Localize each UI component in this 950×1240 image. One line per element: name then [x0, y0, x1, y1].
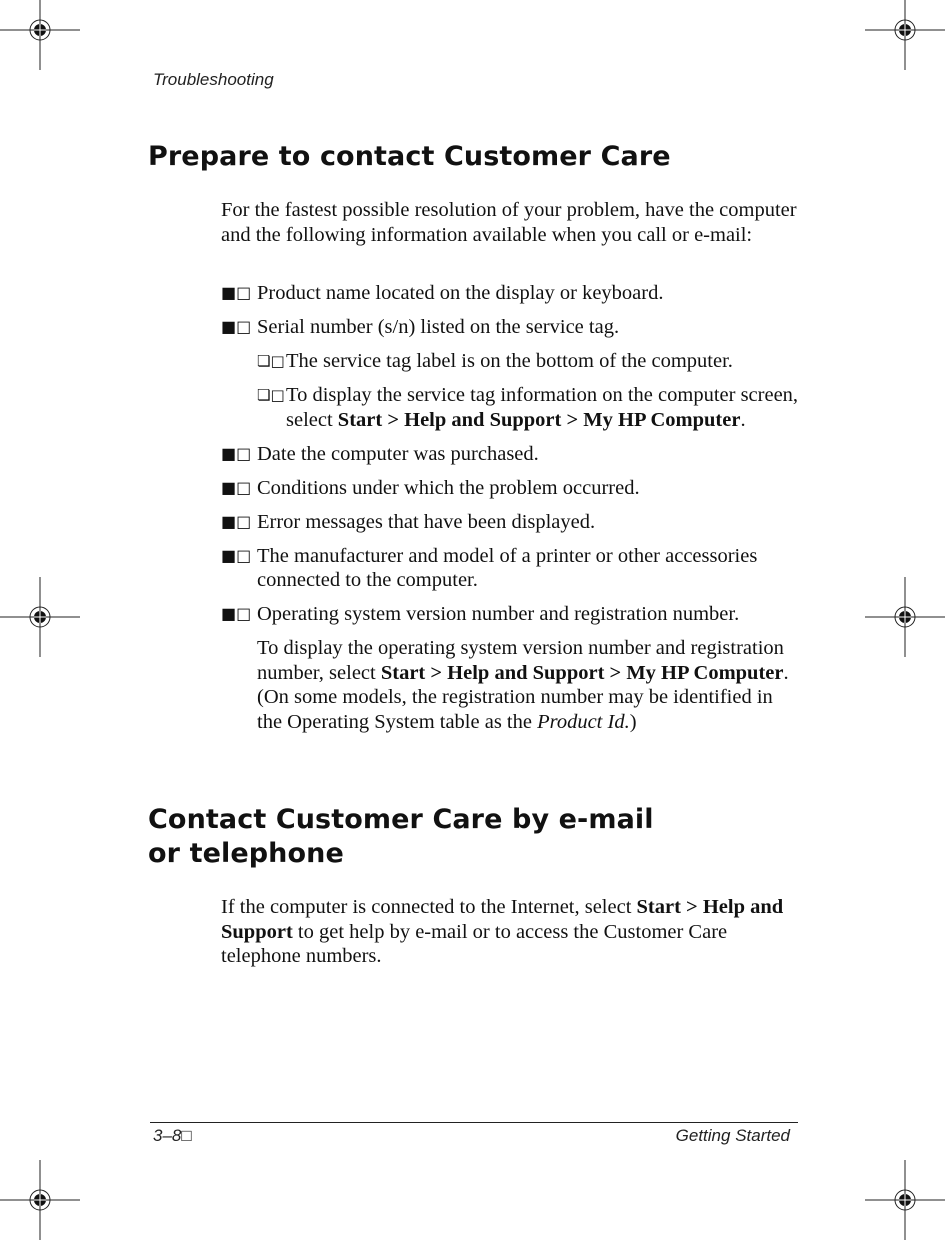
list-item-text: Error messages that have been displayed.: [257, 510, 596, 533]
page-number: 3–8□: [153, 1126, 192, 1145]
os-note-text: To display the operating system version number and registration number, select: [257, 637, 784, 684]
square-bullet-icon: ■□: [221, 545, 252, 565]
os-note-text: . (On some models, the registration number may be identified in the Operating System table as the: [257, 661, 789, 733]
section-title-line: Contact Customer Care by e-mail: [148, 804, 654, 835]
section-title-line: or telephone: [148, 838, 344, 869]
list-item: [221, 442, 801, 467]
product-id-term: Product Id.: [537, 710, 630, 733]
square-bullet-icon: ■□: [221, 317, 252, 336]
list-item: [221, 544, 801, 593]
list-item-text: Serial number (s/n) listed on the service tag.: [257, 316, 620, 338]
list-item-text: The manufacturer and model of a printer or other accessories connected to the computer.: [257, 544, 758, 591]
registration-mark-icon: [0, 1160, 80, 1240]
sub-item-text-end: .: [740, 408, 746, 431]
box-bullet-icon: ❏□: [257, 386, 285, 404]
registration-mark-icon: [865, 577, 945, 657]
info-checklist: [221, 281, 801, 734]
list-item-text: Conditions under which the problem occurred.: [257, 476, 640, 499]
square-bullet-icon: ■□: [221, 443, 252, 463]
menu-path: Start > Help and Support: [221, 896, 784, 943]
section-title-prepare: Prepare to contact Customer Care: [148, 141, 671, 172]
registration-mark-icon: [0, 0, 80, 70]
sub-item-text: To display the service tag information on the computer screen, select: [286, 384, 799, 431]
menu-path: Start > Help and Support > My HP Computer: [380, 661, 784, 684]
sub-list-item: [257, 349, 801, 374]
os-note-paragraph: [221, 636, 801, 734]
sub-list-item: [257, 383, 801, 432]
list-item-text: Product name located on the display or keyboard.: [257, 282, 664, 304]
book-title: Getting Started: [675, 1126, 790, 1145]
contact-paragraph: [221, 895, 801, 969]
square-bullet-icon: ■□: [221, 283, 252, 302]
list-item: [221, 315, 801, 432]
contact-text: to get help by e-mail or to access the Customer Care telephone numbers.: [221, 920, 728, 967]
square-bullet-icon: ■□: [221, 511, 252, 531]
square-bullet-icon: ■□: [221, 477, 252, 497]
list-item: [221, 476, 801, 501]
list-item-text: Date the computer was purchased.: [257, 442, 539, 465]
list-item: [221, 602, 801, 627]
registration-mark-icon: [865, 0, 945, 70]
sub-item-text: The service tag label is on the bottom of the computer.: [286, 350, 733, 372]
footer-divider: [150, 1122, 798, 1123]
menu-path: Start > Help and Support > My HP Computer: [337, 408, 741, 431]
intro-paragraph: For the fastest possible resolution of your problem, have the computer and the following information available when you call or e-mail:: [221, 199, 797, 246]
contact-text: If the computer is connected to the Internet, select: [221, 896, 637, 918]
running-header: Troubleshooting: [153, 70, 274, 89]
list-item-text: Operating system version number and registration number.: [257, 603, 740, 625]
square-bullet-icon: ■□: [221, 604, 252, 623]
os-note-text: ): [629, 710, 637, 733]
section-title-contact: [148, 803, 654, 871]
list-item: [221, 510, 801, 535]
box-bullet-icon: ❏□: [257, 352, 285, 370]
registration-mark-icon: [865, 1160, 945, 1240]
list-item: [221, 281, 801, 306]
os-note: [221, 636, 801, 734]
service-tag-sublist: [257, 349, 801, 432]
registration-mark-icon: [0, 577, 80, 657]
